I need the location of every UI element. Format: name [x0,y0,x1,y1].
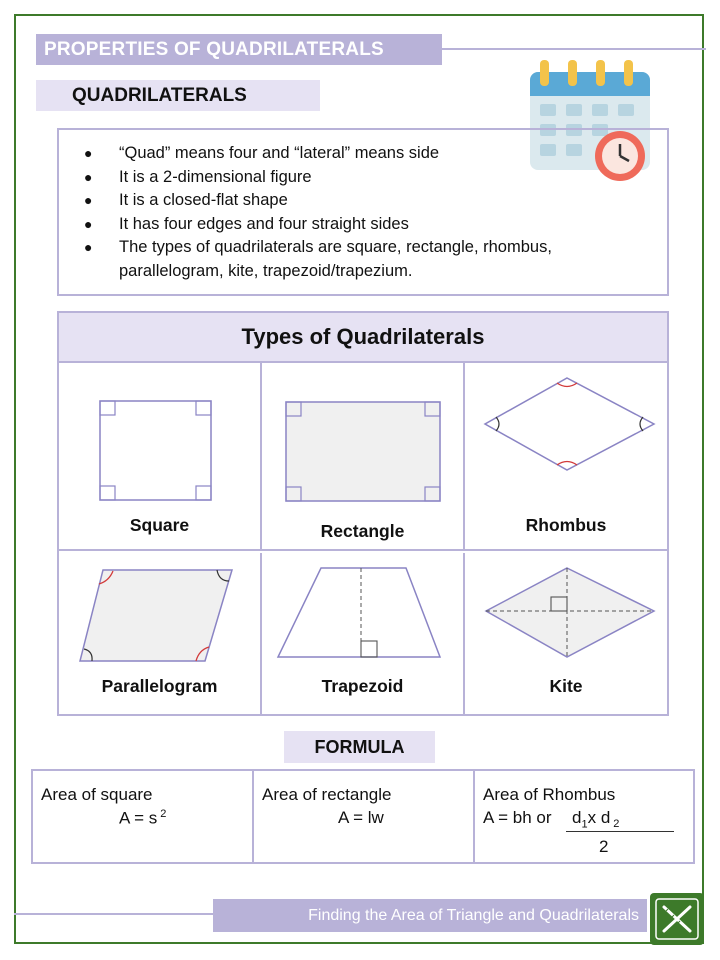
formula-title: FORMULA [284,731,435,763]
rectangle-cell [262,363,465,551]
section-title: QUADRILATERALS [36,80,320,111]
intro-list [81,142,552,283]
formula-expression: A = lw [338,808,384,827]
formula-expression-lead: A = bh or [483,808,552,827]
shape-label: Rhombus [525,515,607,535]
bullet-icon: ● [84,192,93,208]
title-rule [442,48,706,50]
parallelogram-cell [59,553,262,716]
trapezoid-cell [262,553,465,716]
formula-label: Area of Rhombus [483,785,616,804]
bullet-icon: ● [84,168,93,185]
fraction-bar [566,831,674,832]
list-item: ● “Quad” means four and “lateral” means side [81,142,552,166]
intro-box [57,128,669,296]
shape-label: Square [129,515,190,535]
bullet-icon: ● [84,145,93,161]
types-title: Types of Quadrilaterals [59,313,667,363]
square-cell [59,363,262,551]
rhombus-formula-cell [475,771,693,862]
list-item: ● It has four edges and four straight sides [81,213,552,237]
formula-label: Area of rectangle [262,785,392,804]
list-item: ● The types of quadrilaterals are square, rectangle, rhombus, [81,236,552,260]
list-item: ● It is a closed-flat shape [81,189,552,213]
formula-expression: A = s $^2$ [119,808,167,828]
bullet-icon: ● [84,215,93,232]
shape-label: Kite [549,676,583,696]
list-item: ● It is a 2-dimensional figure [81,166,552,190]
formula-table [31,769,695,864]
formula-numerator: $d_1x$ d $_2$ [572,808,620,831]
footer-rule [14,913,214,915]
shape-label: Rectangle [320,521,405,541]
shape-label: Trapezoid [321,676,404,696]
footer-title: Finding the Area of Triangle and Quadrilaterals [213,899,647,932]
types-table [57,311,669,716]
formula-denominator: 2 [599,837,609,856]
square-formula-cell [33,771,254,862]
pencil-ruler-logo-icon [650,893,704,945]
formula-label: Area of square [41,785,153,804]
rectangle-formula-cell [254,771,475,862]
bullet-icon: ● [84,239,93,255]
shape-label: Parallelogram [101,676,218,696]
rhombus-cell [465,363,667,551]
page-title: PROPERTIES OF QUADRILATERALS [36,34,442,65]
list-item-continuation: parallelogram, kite, trapezoid/trapezium. [119,261,413,280]
kite-cell [465,553,667,716]
